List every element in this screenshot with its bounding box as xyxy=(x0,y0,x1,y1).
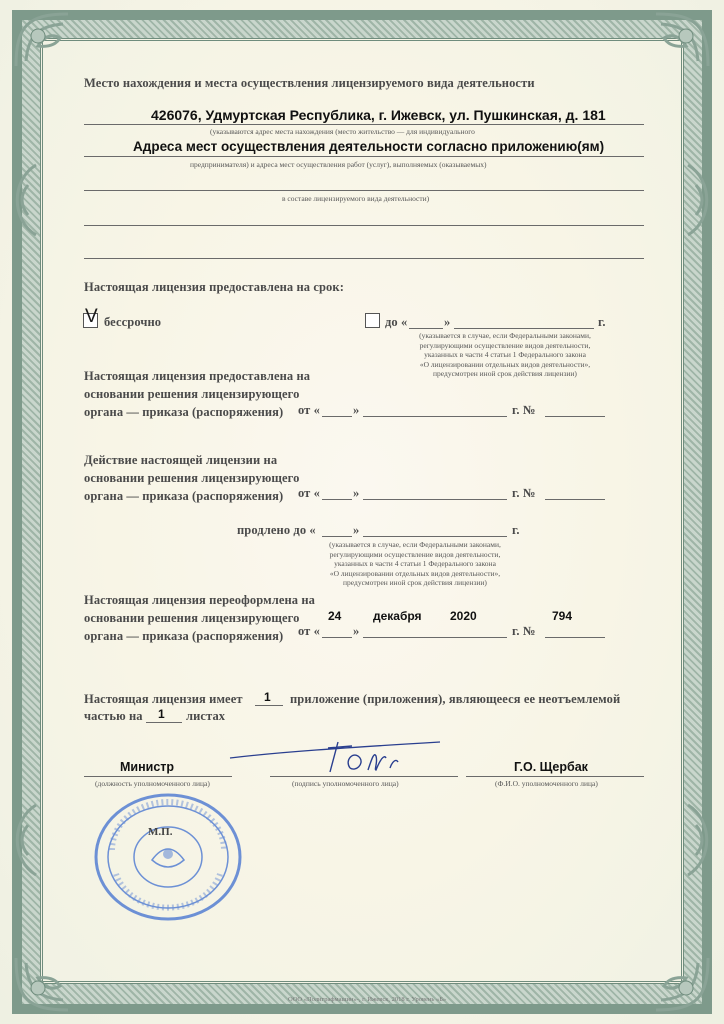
day-blank xyxy=(409,328,443,329)
reissue-month: декабря xyxy=(373,609,422,623)
appendix-text-4: листах xyxy=(186,709,226,723)
term-note xyxy=(400,331,610,379)
until-prefix: до « xyxy=(385,315,408,329)
sheets-line xyxy=(146,722,182,723)
check-mark: V xyxy=(85,306,98,327)
until-suffix: г. xyxy=(598,315,606,329)
note-line: «О лицензировании отдельных видов деятельности», xyxy=(419,359,591,369)
name-caption: (Ф.И.О. уполномоченного лица) xyxy=(495,779,598,788)
address-value: 426076, Удмуртская Республика, г. Ижевск, ул. Пушкинская, д. 181 xyxy=(151,107,606,123)
location-title: Место нахождения и места осуществления лицензируемого вида деятельности xyxy=(84,76,535,90)
day-blank xyxy=(322,416,352,417)
action-quote: » xyxy=(353,486,360,500)
divider xyxy=(84,124,644,125)
basis-text xyxy=(84,367,310,421)
reissue-year-no: г. № xyxy=(512,624,536,638)
address-note-3: в составе лицензируемого вида деятельности) xyxy=(282,194,430,203)
reissue-year: 2020 xyxy=(450,609,477,623)
appendix-text-2: приложение (приложения), являющееся ее неотъемлемой xyxy=(290,692,621,706)
action-line: основании решения лицензирующего xyxy=(84,471,300,485)
address-note-2: предпринимателя) и адреса мест осуществления работ (услуг), выполняемых (оказываемых) xyxy=(190,160,487,169)
month-line xyxy=(363,637,507,638)
side-ornament-icon xyxy=(6,800,46,880)
note-line: предусмотрен иной срок действия лицензии) xyxy=(433,369,577,378)
day-blank xyxy=(322,536,352,537)
corner-ornament-icon xyxy=(646,948,716,1018)
signer-position: Министр xyxy=(120,760,175,774)
extended-label: продлено до « xyxy=(237,523,316,537)
unlimited-label: бессрочно xyxy=(104,315,162,329)
extended-note xyxy=(310,540,520,588)
note-line: (указывается в случае, если Федеральными законами, xyxy=(329,540,501,549)
position-line xyxy=(84,776,232,777)
signature-line xyxy=(270,776,458,777)
action-line: органа — приказа (распоряжения) xyxy=(84,489,284,503)
until-date-checkbox[interactable] xyxy=(365,313,380,328)
reissue-day: 24 xyxy=(328,609,342,623)
action-year-no: г. № xyxy=(512,486,536,500)
basis-line: органа — приказа (распоряжения) xyxy=(84,405,284,419)
signature-caption: (подпись уполномоченного лица) xyxy=(292,779,399,788)
corner-ornament-icon xyxy=(8,948,78,1018)
divider xyxy=(84,258,644,259)
divider xyxy=(84,156,644,157)
action-from: от « xyxy=(298,486,321,500)
basis-line: основании решения лицензирующего xyxy=(84,387,300,401)
basis-year-no: г. № xyxy=(512,403,536,417)
month-blank xyxy=(363,499,507,500)
month-blank xyxy=(363,416,507,417)
note-line: указанных в части 4 статьи 1 Федерального закона xyxy=(424,350,586,359)
corner-ornament-icon xyxy=(646,6,716,76)
note-line: регулирующими осуществление видов деятельности, xyxy=(329,549,501,559)
reissue-quote: » xyxy=(353,624,360,638)
reissue-text xyxy=(84,591,315,645)
basis-quote: » xyxy=(353,403,360,417)
note-line: указанных в части 4 статьи 1 Федерального закона xyxy=(334,559,496,568)
note-line: предусмотрен иной срок действия лицензии) xyxy=(343,578,487,587)
month-blank xyxy=(454,328,594,329)
appendix-address-line: Адреса мест осуществления деятельности согласно приложению(ям) xyxy=(133,139,605,154)
reissue-from: от « xyxy=(298,624,321,638)
side-ornament-icon xyxy=(6,160,46,240)
reissue-number: 794 xyxy=(552,609,573,623)
action-text xyxy=(84,451,299,505)
side-ornament-icon xyxy=(678,160,718,240)
extended-year: г. xyxy=(512,523,520,537)
signer-name: Г.О. Щербак xyxy=(514,760,588,774)
official-stamp-icon xyxy=(92,790,244,924)
appendix-text-1: Настоящая лицензия имеет xyxy=(84,692,243,706)
month-blank xyxy=(363,536,507,537)
reissue-line: органа — приказа (распоряжения) xyxy=(84,629,284,643)
action-line: Действие настоящей лицензии на xyxy=(84,453,278,467)
note-line: регулирующими осуществление видов деятельности, xyxy=(419,340,591,350)
basis-from: от « xyxy=(298,403,321,417)
note-line: «О лицензировании отдельных видов деятельности», xyxy=(329,568,501,578)
count-line xyxy=(255,705,283,706)
day-line xyxy=(322,637,352,638)
name-line xyxy=(466,776,644,777)
reissue-line: Настоящая лицензия переоформлена на xyxy=(84,593,316,607)
address-note: (указываются адрес места нахождения (место жительство — для индивидуального xyxy=(210,127,475,136)
stamp-place-label: М.П. xyxy=(148,826,173,838)
side-ornament-icon xyxy=(678,800,718,880)
position-caption: (должность уполномоченного лица) xyxy=(95,779,210,788)
number-blank xyxy=(545,416,605,417)
basis-line: Настоящая лицензия предоставлена на xyxy=(84,369,311,383)
appendix-text-3: частью на xyxy=(84,709,143,723)
divider xyxy=(84,190,644,191)
term-title: Настоящая лицензия предоставлена на срок: xyxy=(84,280,344,294)
day-blank xyxy=(322,499,352,500)
divider xyxy=(84,225,644,226)
corner-ornament-icon xyxy=(8,6,78,76)
printer-imprint: ООО «Полиграфмашин»-, г. Ижевск, 2018 г. Уровень «Б» xyxy=(288,996,447,1003)
number-line xyxy=(545,637,605,638)
appendix-count: 1 xyxy=(264,690,271,704)
until-mid: » xyxy=(444,315,451,329)
note-line: (указывается в случае, если Федеральными законами, xyxy=(419,331,591,340)
extended-quote: » xyxy=(353,523,360,537)
number-blank xyxy=(545,499,605,500)
appendix-sheets: 1 xyxy=(158,707,165,721)
reissue-line: основании решения лицензирующего xyxy=(84,611,300,625)
